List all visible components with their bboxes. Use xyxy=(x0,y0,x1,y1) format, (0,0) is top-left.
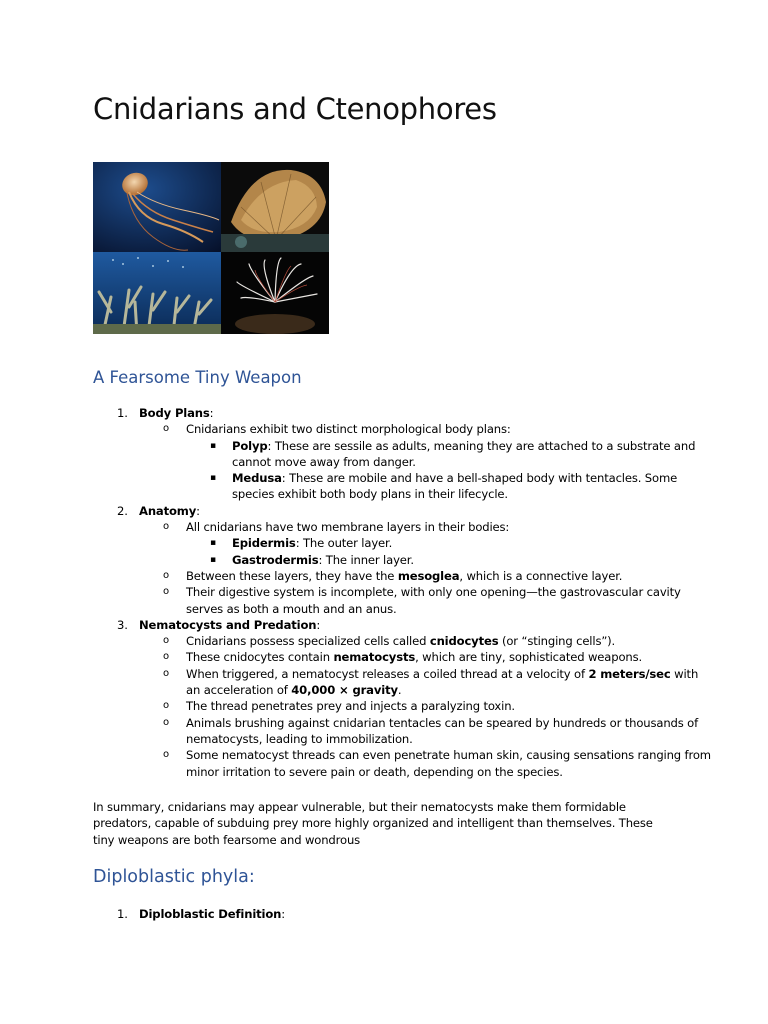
sub-item-text-mid: with an acceleration of xyxy=(186,666,699,698)
term-polyp: Polyp xyxy=(232,438,268,453)
list-item xyxy=(93,617,713,633)
sub-item-text: The thread penetrates prey and injects a paralyzing toxin. xyxy=(186,699,515,714)
sub-item-text: Cnidarians exhibit two distinct morphological body plans: xyxy=(186,422,511,437)
staghorn-coral-reef-photo xyxy=(93,252,221,334)
sub-item-text-end: (or “stinging cells”). xyxy=(498,634,616,649)
sub-list-item xyxy=(93,568,713,584)
sub-item-text: Animals brushing against cnidarian tentacles can be speared by hundreds or thousands of nematocysts, leading to immobilization. xyxy=(186,715,699,746)
sub-item-text-end: , which is a connective layer. xyxy=(459,568,623,583)
sub-sub-list-item xyxy=(93,438,713,471)
term-cnidocytes: cnidocytes xyxy=(429,634,499,649)
circle-bullet-icon: o xyxy=(163,667,169,679)
gastrodermis-description: : The inner layer. xyxy=(318,552,414,567)
sub-list-item xyxy=(93,715,713,748)
list-item-label: Nematocysts and Predation xyxy=(139,617,317,632)
sub-list-item xyxy=(93,633,713,649)
list-item xyxy=(93,405,713,421)
term-gastrodermis: Gastrodermis xyxy=(232,552,319,567)
list-number: 3. xyxy=(117,617,128,632)
square-bullet-icon: ▪ xyxy=(210,538,216,549)
list-number: 1. xyxy=(117,907,128,921)
sub-item-text-end: , which are tiny, sophisticated weapons. xyxy=(415,650,643,665)
jellyfish-photo xyxy=(93,162,221,252)
circle-bullet-icon: o xyxy=(163,569,169,581)
sub-item-text: Their digestive system is incomplete, with only one opening—the gastrovascular cavity serves as both a mouth and an anus. xyxy=(186,585,681,616)
sub-list-item xyxy=(93,747,713,780)
circle-bullet-icon: o xyxy=(163,700,169,712)
term-epidermis: Epidermis xyxy=(232,536,296,551)
list-item xyxy=(93,503,713,519)
sub-list-item xyxy=(93,421,713,437)
circle-bullet-icon: o xyxy=(163,586,169,598)
sub-item-text: Some nematocyst threads can even penetrate human skin, causing sensations ranging from minor irritation to severe pain or death, depending on the species. xyxy=(186,748,711,779)
sub-sub-list-item xyxy=(93,470,713,503)
circle-bullet-icon: o xyxy=(163,651,169,663)
sub-list-item xyxy=(93,519,713,535)
list-item-label: Anatomy xyxy=(139,503,197,518)
square-bullet-icon: ▪ xyxy=(210,473,216,484)
sub-sub-list-item xyxy=(93,535,713,551)
list-number: 2. xyxy=(117,503,128,518)
section-heading-diploblastic: Diploblastic phyla: xyxy=(93,867,255,887)
summary-paragraph: In summary, cnidarians may appear vulnerable, but their nematocysts make them formidable predators, capable of subduing prey more highly organized and intelligent than themselves. These tiny weapons are both fearsome and wondrous xyxy=(93,800,653,847)
sub-list-item xyxy=(93,666,713,699)
sub-list-item xyxy=(93,649,713,665)
term-nematocysts: nematocysts xyxy=(333,650,416,665)
acceleration-value: 40,000 × gravity xyxy=(291,683,398,698)
list-number: 1. xyxy=(117,406,128,420)
circle-bullet-icon: o xyxy=(163,749,169,761)
sub-item-text: All cnidarians have two membrane layers in their bodies: xyxy=(186,520,510,535)
label-colon: : xyxy=(316,617,321,632)
section2-numbered-list xyxy=(93,906,713,922)
sub-item-text: Cnidarians possess specialized cells called xyxy=(186,634,430,649)
sub-list-item xyxy=(93,698,713,714)
circle-bullet-icon: o xyxy=(163,521,169,533)
sub-list-item xyxy=(93,584,713,617)
section1-numbered-list xyxy=(93,405,713,780)
polyp-description: : These are sessile as adults, meaning they are attached to a substrate and cannot move away from danger. xyxy=(232,438,696,469)
label-colon: : xyxy=(209,406,214,420)
sub-item-text: Between these layers, they have the xyxy=(186,568,398,583)
medusa-description: : These are mobile and have a bell-shaped body with tentacles. Some species exhibit both body plans in their lifecycle. xyxy=(232,471,678,502)
sub-sub-list-item xyxy=(93,552,713,568)
square-bullet-icon: ▪ xyxy=(210,440,216,451)
sea-fan-coral-photo xyxy=(221,162,329,252)
section-heading-fearsome-weapon: A Fearsome Tiny Weapon xyxy=(93,368,302,387)
velocity-value: 2 meters/sec xyxy=(588,666,671,681)
epidermis-description: : The outer layer. xyxy=(295,536,393,551)
term-mesoglea: mesoglea xyxy=(397,568,460,583)
label-colon: : xyxy=(281,907,286,921)
sub-item-text: When triggered, a nematocyst releases a coiled thread at a velocity of xyxy=(186,666,589,681)
term-medusa: Medusa xyxy=(232,471,282,486)
list-item-label: Body Plans xyxy=(139,406,210,420)
circle-bullet-icon: o xyxy=(163,423,169,435)
circle-bullet-icon: o xyxy=(163,635,169,647)
cnidarian-photo-collage xyxy=(93,162,329,334)
list-item-label: Diploblastic Definition xyxy=(139,907,282,921)
label-colon: : xyxy=(196,503,200,518)
sub-item-text: These cnidocytes contain xyxy=(186,650,334,665)
tube-anemone-photo xyxy=(221,252,329,334)
sub-item-text-end: . xyxy=(397,683,402,698)
circle-bullet-icon: o xyxy=(163,716,169,728)
document-title: Cnidarians and Ctenophores xyxy=(93,92,497,126)
list-item xyxy=(93,906,713,922)
square-bullet-icon: ▪ xyxy=(210,554,216,565)
